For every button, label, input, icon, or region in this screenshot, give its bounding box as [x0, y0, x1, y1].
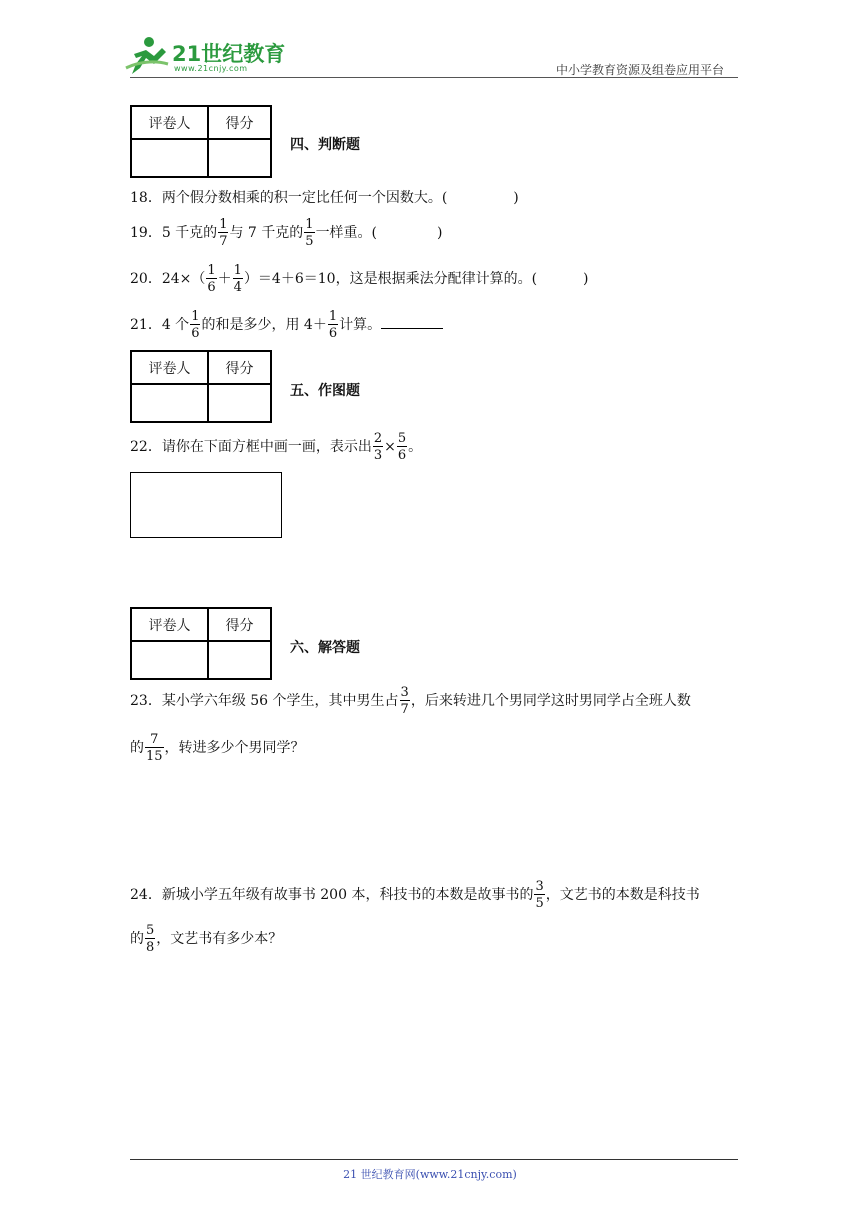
question-text: ）＝4＋6＝10，这是根据乘法分配律计算的。( — [243, 271, 538, 287]
question-text: 一样重。( — [315, 225, 378, 241]
fraction — [218, 218, 228, 248]
question-19 — [130, 218, 443, 248]
question-text: ，后来转进几个男同学这时男同学占全班人数 — [410, 693, 691, 709]
question-22 — [130, 432, 422, 462]
question-text: 新城小学五年级有故事书 200 本，科技书的本数是故事书的 — [161, 887, 534, 903]
numerator: 1 — [305, 217, 314, 232]
numerator: 1 — [328, 309, 338, 324]
question-18 — [130, 191, 519, 205]
question-text: ，文艺书的本数是科技书 — [545, 887, 700, 903]
score-label: 得分 — [208, 608, 271, 641]
grader-label: 评卷人 — [131, 608, 208, 641]
question-text: 的 — [130, 931, 144, 947]
denominator: 6 — [191, 326, 200, 341]
numerator: 5 — [146, 923, 155, 938]
fraction — [145, 733, 164, 763]
question-23 — [130, 686, 691, 716]
logo-text: 21世纪教育 — [172, 42, 286, 66]
site-logo — [124, 34, 294, 78]
question-number: 23． — [130, 693, 162, 709]
denominator: 6 — [207, 280, 216, 295]
denominator: 5 — [305, 234, 314, 249]
denominator: 4 — [233, 280, 242, 295]
numerator: 2 — [373, 431, 383, 446]
numerator: 1 — [219, 217, 228, 232]
grader-label: 评卷人 — [131, 106, 208, 139]
question-number: 21． — [130, 317, 162, 333]
fraction — [145, 924, 155, 954]
question-text: 两个假分数相乘的积一定比任何一个因数大。( — [161, 190, 448, 206]
close-paren: ) — [583, 271, 589, 287]
question-text: 24×（ — [161, 271, 206, 287]
denominator: 15 — [146, 749, 163, 764]
fraction — [400, 686, 410, 716]
numerator: 7 — [145, 733, 164, 748]
question-21 — [130, 310, 443, 340]
score-table-1 — [130, 105, 272, 178]
question-text: ，转进多少个男同学？ — [164, 740, 305, 756]
drawing-box[interactable] — [130, 472, 282, 538]
score-cell[interactable] — [208, 641, 271, 679]
question-text: 。 — [408, 439, 423, 455]
fraction — [190, 310, 200, 340]
section-title-judgement: 四、判断题 — [290, 137, 360, 153]
denominator: 7 — [219, 234, 228, 249]
grader-label: 评卷人 — [131, 351, 208, 384]
footer-divider — [130, 1159, 738, 1160]
score-cell[interactable] — [208, 139, 271, 177]
section-title-drawing: 五、作图题 — [290, 383, 360, 399]
score-table-3 — [130, 607, 272, 680]
question-number: 22． — [130, 439, 162, 455]
question-text: 的 — [130, 740, 144, 756]
denominator: 6 — [397, 448, 407, 463]
close-paren: ) — [437, 225, 443, 241]
grader-cell[interactable] — [131, 139, 208, 177]
fraction — [534, 880, 544, 910]
grader-cell[interactable] — [131, 641, 208, 679]
logo-url: www.21cnjy.com — [174, 64, 248, 73]
score-table-2 — [130, 350, 272, 423]
close-paren: ) — [513, 190, 519, 206]
numerator: 3 — [535, 879, 544, 894]
section-title-answer: 六、解答题 — [290, 640, 360, 656]
denominator: 6 — [328, 326, 338, 341]
question-number: 19． — [130, 225, 162, 241]
plus-sign: ＋ — [217, 271, 232, 287]
question-20 — [130, 264, 589, 294]
fraction — [397, 432, 407, 462]
question-23-cont — [130, 733, 305, 763]
question-text: 的和是多少，用 4＋ — [201, 317, 327, 333]
question-text: 请你在下面方框中画一画，表示出 — [161, 439, 372, 455]
site-tagline: 中小学教育资源及组卷应用平台 — [555, 63, 724, 77]
question-number: 18． — [130, 190, 162, 206]
fraction — [373, 432, 383, 462]
numerator: 5 — [397, 431, 407, 446]
question-text: 5 千克的 — [161, 225, 218, 241]
question-text: ，文艺书有多少本？ — [156, 931, 283, 947]
question-text: 计算。 — [339, 317, 382, 333]
fraction — [206, 264, 216, 294]
numerator: 1 — [207, 263, 216, 278]
question-text: 与 7 千克的 — [229, 225, 304, 241]
fraction — [304, 218, 314, 248]
question-text: 4 个 — [161, 317, 190, 333]
fraction — [233, 264, 243, 294]
runner-logo-icon — [124, 34, 170, 78]
numerator: 3 — [400, 685, 409, 700]
question-24-cont — [130, 924, 282, 954]
denominator: 3 — [373, 448, 383, 463]
question-24 — [130, 880, 700, 910]
question-number: 24． — [130, 887, 162, 903]
question-number: 20． — [130, 271, 162, 287]
answer-blank[interactable] — [381, 316, 443, 329]
denominator: 7 — [400, 702, 409, 717]
times-sign: × — [384, 439, 396, 455]
fraction — [328, 310, 338, 340]
score-label: 得分 — [208, 351, 271, 384]
score-cell[interactable] — [208, 384, 271, 422]
numerator: 1 — [233, 263, 242, 278]
question-text: 某小学六年级 56 个学生，其中男生占 — [161, 693, 399, 709]
denominator: 8 — [146, 940, 155, 955]
grader-cell[interactable] — [131, 384, 208, 422]
score-label: 得分 — [208, 106, 271, 139]
header-divider — [130, 77, 738, 78]
denominator: 5 — [535, 896, 544, 911]
footer-text[interactable]: 21 世纪教育网(www.21cnjy.com) — [343, 1168, 517, 1181]
numerator: 1 — [191, 309, 200, 324]
